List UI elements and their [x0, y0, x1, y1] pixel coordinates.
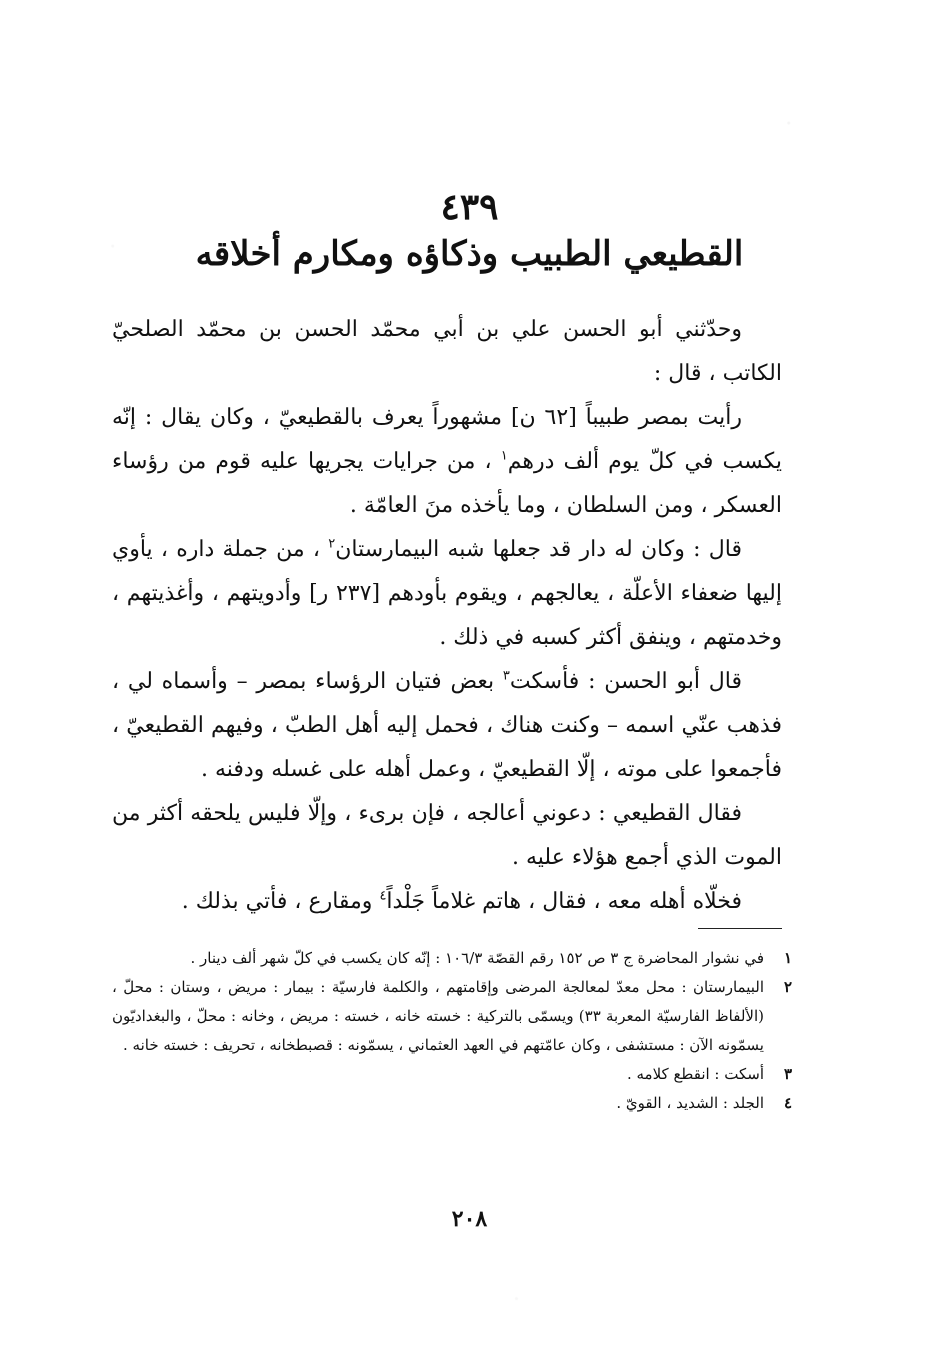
footnote-text: أسكت : انقطع كلامه . [626, 1065, 764, 1083]
footnote-number: ٤ [783, 1094, 792, 1112]
footnote [112, 973, 792, 1060]
footnote-marker: ٤ [379, 888, 387, 904]
paragraph-text: قال : وكان له دار قد جعلها شبه البيمارستان [335, 537, 742, 562]
paragraph-text: قال أبو الحسن : فأسكت [509, 669, 742, 694]
footnote-marker: ١ [500, 448, 508, 464]
paragraph [112, 880, 782, 924]
paragraph-text: رأيت بمصر طبيباً [٦٢ ن] مشهوراً يعرف بالقطيعيّ ، وكان يقال : إنّه يكسب في كلّ يوم ألف درهم [112, 405, 782, 474]
footnote [112, 1060, 792, 1089]
paragraph [112, 396, 782, 528]
footnote [112, 944, 792, 973]
page-number: ٢٠٨ [451, 1206, 488, 1232]
paragraph-text: ، من جرايات يجريها عليه قوم من رؤساء العسكر ، ومن السلطان ، وما يأخذه منَ العامّة . [112, 449, 782, 518]
paragraph-text: فقال القطيعي : دعوني أعالجه ، فإن برىء ، وإلّا فليس يلحقه أكثر من الموت الذي أجمع هؤلاء عليه . [112, 801, 782, 870]
footnote-marker: ٣ [502, 668, 510, 684]
paragraph-text: فخلّاه أهله معه ، فقال ، هاتم غلاماً جَلْداً [386, 889, 742, 914]
footnote-number: ٣ [783, 1065, 792, 1083]
paragraph [112, 660, 782, 792]
paragraph [112, 528, 782, 660]
footnote-number: ١ [783, 949, 792, 967]
anecdote-number: ٤٣٩ [440, 186, 499, 228]
paragraph-text: ، من جملة داره ، يأوي إليها ضعفاء الأعلّة ، يعالجهم ، ويقوم بأودهم [٢٣٧ ر] وأدويتهم ، وأغذيتهم ، وخدمتهم ، وينفق أكثر كسبه في ذلك . [112, 537, 782, 650]
footnotes [112, 944, 792, 1118]
paragraph [112, 792, 782, 880]
footnote-text: البيمارستان : محل معدّ لمعالجة المرضى وإقامتهم ، والكلمة فارسيّة : بيمار : مريض ، وستان : محلّ ، (الألفاظ الفارسيّة المعربة ٣٣) ويسمّى بالتركية : خسته خانه ، خسته : مريض ، وخانه : محلّ ، والبغداديّون يسمّونه الآن : مستشفى ، وكان عامّتهم في العهد العثماني ، يسمّونه : قصبطخانه ، تحريف : خسته خانه . [112, 978, 764, 1054]
anecdote-title: القطيعي الطبيب وذكاؤه ومكارم أخلاقه [195, 234, 744, 274]
paragraph-text: ومقارع ، فأتي بذلك . [181, 889, 380, 914]
paragraph-text: بعض فتيان الرؤساء بمصر – وأسماه لي ، فذهب عنّي اسمه – وكنت هناك ، فحمل إليه أهل الطبّ ، وفيهم القطيعيّ ، فأجمعوا على موته ، إلّا القطيعيّ ، وعمل أهله على غسله ودفنه . [112, 669, 782, 782]
footnote-text: الجلد : الشديد ، القويّ . [616, 1094, 764, 1112]
paragraph [112, 308, 782, 396]
main-text [112, 308, 782, 924]
footnote-separator [698, 928, 782, 929]
footnote-text: في نشوار المحاضرة ج ٣ ص ١٥٢ رقم القصّة ١٠٦/٣ : إنّه كان يكسب في كلّ شهر ألف دينار . [190, 949, 764, 967]
footnote [112, 1089, 792, 1118]
footnote-marker: ٢ [328, 536, 336, 552]
paragraph-text: وحدّثني أبو الحسن علي بن أبي محمّد الحسن بن محمّد الصلحيّ الكاتب ، قال : [112, 317, 782, 386]
footnote-number: ٢ [783, 978, 792, 996]
